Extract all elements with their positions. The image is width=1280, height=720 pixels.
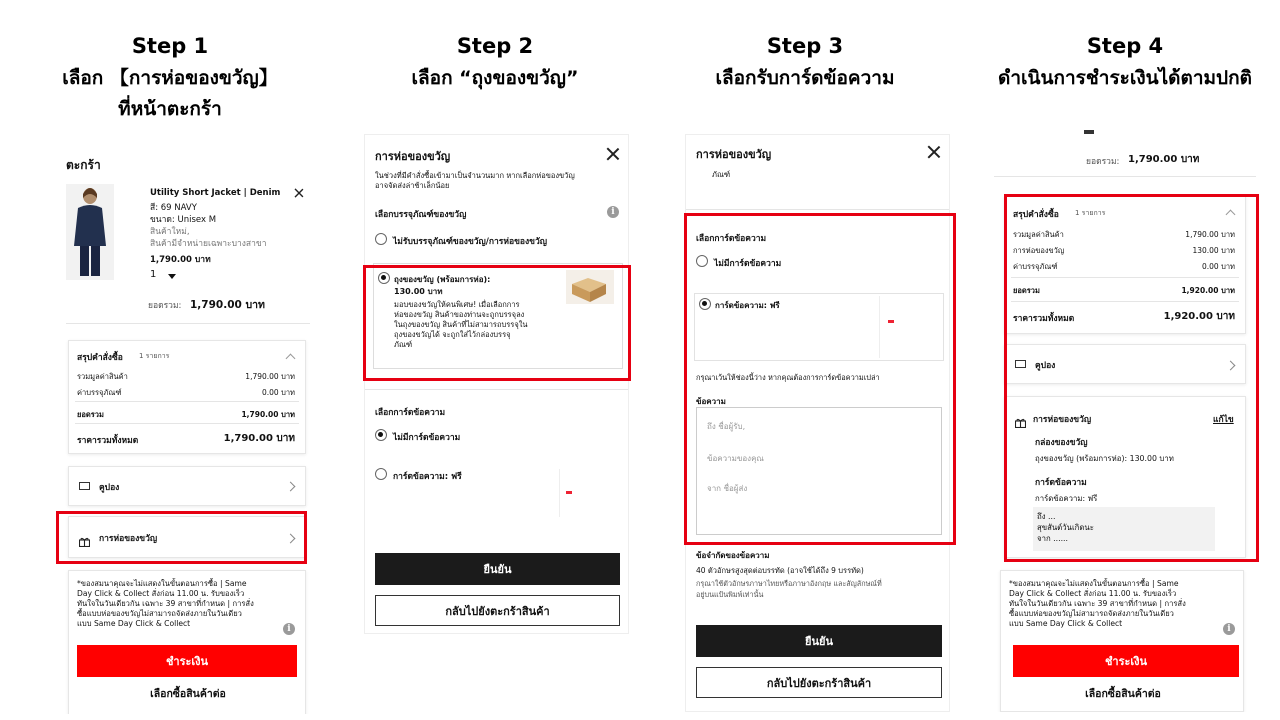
placeholder-to: ถึง ชื่อผู้รับ, [707, 422, 746, 431]
card-heading: เลือกการ์ดข้อความ [375, 408, 446, 418]
edit-link[interactable]: แก้ไข [1213, 415, 1234, 425]
modal-title: การห่อของขวัญ [375, 150, 451, 163]
notice-line: ซื้อแบบห่อของขวัญไม่สามารถจัดส่งภายในวันเดียว [77, 609, 242, 618]
notice-line: *ของสมนาคุณจะไม่แสดงในขั้นตอนการซื้อ | Same [1009, 579, 1179, 588]
step2-heading [360, 32, 630, 96]
chevron-up-icon[interactable] [286, 354, 296, 364]
step2-title: เลือก “ถุงของขวัญ” [411, 67, 579, 89]
coupon-label: คูปอง [99, 483, 120, 493]
summary-row-label: รวมมูลค่าสินค้า [1013, 230, 1064, 239]
modal-title: การห่อของขวัญ [696, 148, 772, 161]
notice-line: Day Click & Collect สั่งก่อน 11.00 น. รับของเร็ว [1009, 589, 1177, 598]
notice-line: แบบ Same Day Click & Collect [77, 619, 191, 628]
product-size: ขนาด: Unisex M [150, 215, 217, 225]
giftwrap-label: การห่อของขวัญ [1033, 415, 1092, 425]
step3-title: เลือกรับการ์ดข้อความ [715, 67, 895, 89]
summary-row-value: 0.00 บาท [262, 388, 295, 397]
limit-line: อยู่บนแป้นพิมพ์เท่านั้น [696, 590, 764, 599]
confirm-button[interactable]: ยืนยัน [696, 625, 942, 657]
summary-row-value: 1,790.00 บาท [1185, 230, 1235, 239]
pay-button[interactable]: ชำระเงิน [77, 645, 297, 677]
continue-shopping-link[interactable]: เลือกซื้อสินค้าต่อ [150, 688, 226, 700]
grand-total-value: 1,790.00 บาท [223, 433, 295, 444]
gift-bag-desc-line: มอบของขวัญให้คนพิเศษ! เมื่อเลือกการ [394, 300, 520, 309]
quantity-value: 1 [150, 269, 157, 280]
step1-title-line1: เลือก 【การห่อของขวัญ】 [62, 67, 278, 89]
notice-line: *ของสมนาคุณจะไม่แสดงในขั้นตอนการซื้อ | Same [77, 579, 247, 588]
card-heading: การ์ดข้อความ [1035, 478, 1087, 488]
step4-heading [980, 32, 1270, 96]
highlight-giftwrap [56, 511, 307, 564]
back-to-cart-button[interactable]: กลับไปยังตะกร้าสินค้า [696, 667, 942, 698]
continue-shopping-link[interactable]: เลือกซื้อสินค้าต่อ [1085, 688, 1161, 700]
gift-bag-desc-line: ในถุงของขวัญ สินค้าที่ไม่สามารถบรรจุใน [394, 320, 528, 329]
notice-text [77, 579, 254, 629]
order-summary-card [68, 340, 306, 454]
no-card-label: ไม่มีการ์ดข้อความ [393, 433, 461, 443]
box-value: ถุงของขวัญ (พร้อมการห่อ): 130.00 บาท [1035, 454, 1174, 463]
card-heading: เลือกการ์ดข้อความ [696, 234, 767, 244]
chevron-down-icon [168, 274, 176, 279]
summary-row-label: การห่อของขวัญ [1013, 246, 1065, 255]
modal-desc-line: อาจจัดส่งล่าช้าเล็กน้อย [375, 181, 450, 190]
coupon-label: คูปอง [1035, 361, 1056, 371]
radio-no-packaging[interactable] [375, 233, 387, 245]
chevron-right-icon [286, 482, 296, 492]
summary-count: 1 รายการ [139, 352, 170, 360]
modal-description [375, 171, 575, 191]
gift-bag-label: ถุงของขวัญ (พร้อมการห่อ): [394, 275, 491, 284]
summary-count: 1 รายการ [1075, 209, 1106, 217]
limit-line: 40 ตัวอักษรสูงสุดต่อบรรทัด (อาจใช้ได้ถึง 9 บรรทัด) [696, 566, 864, 575]
total-value: 1,920.00 บาท [1181, 286, 1235, 295]
quantity-select[interactable] [150, 268, 182, 284]
card-message-line: สุขสันต์วันเกิดนะ [1037, 523, 1094, 532]
message-label: ข้อความ [696, 397, 726, 406]
blank-card-hint: กรุณาเว้นให้ช่องนี้ว่าง หากคุณต้องการการ์ดข้อความเปล่า [696, 373, 880, 382]
cart-heading: ตะกร้า [66, 158, 101, 172]
box-heading: กล่องของขวัญ [1035, 438, 1088, 448]
divider [66, 323, 310, 324]
notice-card [1000, 570, 1244, 712]
free-card-label: การ์ดข้อความ: ฟรี [715, 301, 780, 310]
notice-line: แบบ Same Day Click & Collect [1009, 619, 1123, 628]
card-message-line: จาก ...... [1037, 534, 1069, 543]
placeholder-from: จาก ชื่อผู้ส่ง [707, 484, 748, 493]
info-icon[interactable]: i [283, 623, 295, 635]
info-icon[interactable]: i [607, 206, 619, 218]
total-label: ยอดรวม [77, 410, 104, 419]
total-label: ยอดรวม [1013, 286, 1040, 295]
summary-title: สรุปคำสั่งซื้อ [1013, 210, 1059, 220]
summary-row-label: ค่าบรรจุภัณฑ์ [77, 388, 122, 397]
option-no-packaging-label: ไม่รับบรรจุภัณฑ์ของขวัญ/การห่อของขวัญ [393, 237, 547, 247]
product-price: 1,790.00 บาท [150, 255, 211, 265]
divider [686, 209, 950, 210]
card-decoration [566, 491, 572, 494]
step2-number: Step 2 [456, 34, 534, 58]
card-preview-image [559, 469, 605, 517]
summary-row-label: รวมมูลค่าสินค้า [77, 372, 128, 381]
product-image[interactable] [66, 184, 114, 280]
product-name[interactable]: Utility Short Jacket | Denim [150, 188, 281, 198]
pay-button[interactable]: ชำระเงิน [1013, 645, 1239, 677]
giftwrap-label: การห่อของขวัญ [99, 534, 158, 544]
coupon-icon [79, 482, 90, 490]
gift-bag-desc-line: ภัณฑ์ [394, 340, 413, 349]
subtotal-value: 1,790.00 บาท [1128, 154, 1200, 165]
remove-item-icon[interactable] [294, 188, 304, 198]
subtotal-value: 1,790.00 บาท [190, 299, 265, 311]
limit-line: กรุณาใช้ตัวอักษรภาษาไทยหรือภาษาอังกฤษ และสัญลักษณ์ที่ [696, 579, 882, 588]
total-value: 1,790.00 บาท [241, 410, 295, 419]
placeholder-message: ข้อความของคุณ [707, 454, 764, 463]
modal-desc-line: ในช่วงที่มีคำสั่งซื้อเข้ามาเป็นจำนวนมาก หากเลือกห่อของขวัญ [375, 171, 575, 180]
close-icon[interactable] [927, 145, 941, 159]
gift-bag-desc-line: ถุงของขวัญได้ จะถูกใส่ไว้กล่องบรรจุ [394, 330, 511, 339]
notice-line: ทันใจในวันเดียวกัน เฉพาะ 39 สาขาที่กำหนด | การสั่ง [1009, 599, 1186, 608]
step1-heading [40, 32, 300, 122]
notice-line: ทันใจในวันเดียวกัน เฉพาะ 39 สาขาที่กำหนด | การสั่ง [77, 599, 254, 608]
free-card-label: การ์ดข้อความ: ฟรี [393, 472, 462, 482]
confirm-button[interactable]: ยืนยัน [375, 553, 620, 585]
grand-total-label: ราคารวมทั้งหมด [1013, 314, 1075, 324]
product-image-edge [1084, 130, 1094, 134]
scrolled-desc-line: ภัณฑ์ [712, 170, 731, 179]
radio-no-card[interactable] [375, 429, 387, 441]
new-tag: สินค้าใหม่, [150, 227, 190, 237]
step3-number: Step 3 [766, 34, 844, 58]
notice-line: Day Click & Collect สั่งก่อน 11.00 น. รับของเร็ว [77, 589, 245, 598]
step2-giftwrap-modal [364, 134, 629, 634]
gift-bag-desc-line: ห่อของขวัญ สินค้าของท่านจะถูกบรรจุลง [394, 310, 525, 319]
coupon-row[interactable] [68, 466, 306, 506]
highlight-card-message [684, 213, 956, 545]
notice-card [68, 570, 306, 714]
no-card-label: ไม่มีการ์ดข้อความ [714, 259, 782, 269]
summary-row-value: 0.00 บาท [1202, 262, 1235, 271]
grand-total-label: ราคารวมทั้งหมด [77, 436, 139, 446]
highlight-gift-bag [363, 265, 631, 381]
notice-line: ซื้อแบบห่อของขวัญไม่สามารถจัดส่งภายในวันเดียว [1009, 609, 1174, 618]
store-note: สินค้ามีจำหน่ายเฉพาะบางสาขา [150, 239, 267, 249]
divider [75, 423, 299, 424]
product-color: สี: 69 NAVY [150, 203, 197, 213]
step4-title: ดำเนินการชำระเงินได้ตามปกติ [998, 67, 1252, 89]
close-icon[interactable] [606, 147, 620, 161]
back-to-cart-button[interactable]: กลับไปยังตะกร้าสินค้า [375, 595, 620, 626]
info-icon[interactable]: i [1223, 623, 1235, 635]
divider [994, 176, 1256, 177]
radio-free-card[interactable] [375, 468, 387, 480]
step1-title-line2: ที่หน้าตะกร้า [118, 98, 222, 120]
step3-heading [680, 32, 930, 96]
step4-number: Step 4 [1086, 34, 1164, 58]
gift-bag-price: 130.00 บาท [394, 287, 443, 296]
step1-cart-panel [62, 148, 314, 714]
step1-number: Step 1 [131, 34, 209, 58]
packaging-heading: เลือกบรรจุภัณฑ์ของขวัญ [375, 210, 467, 220]
summary-row-value: 1,790.00 บาท [245, 372, 295, 381]
card-message-line: ถึง ... [1037, 512, 1056, 521]
summary-row-value: 130.00 บาท [1192, 246, 1235, 255]
subtotal-label: ยอดรวม: [148, 301, 182, 311]
subtotal-label: ยอดรวม: [1086, 157, 1120, 167]
highlight-order-details [1004, 194, 1259, 562]
summary-title: สรุปคำสั่งซื้อ [77, 353, 123, 363]
card-value: การ์ดข้อความ: ฟรี [1035, 494, 1098, 503]
grand-total-value: 1,920.00 บาท [1163, 311, 1235, 322]
divider [75, 401, 299, 402]
summary-row-label: ค่าบรรจุภัณฑ์ [1013, 262, 1058, 271]
limit-heading: ข้อจำกัดของข้อความ [696, 551, 770, 560]
notice-text [1009, 579, 1186, 629]
divider [365, 389, 629, 390]
